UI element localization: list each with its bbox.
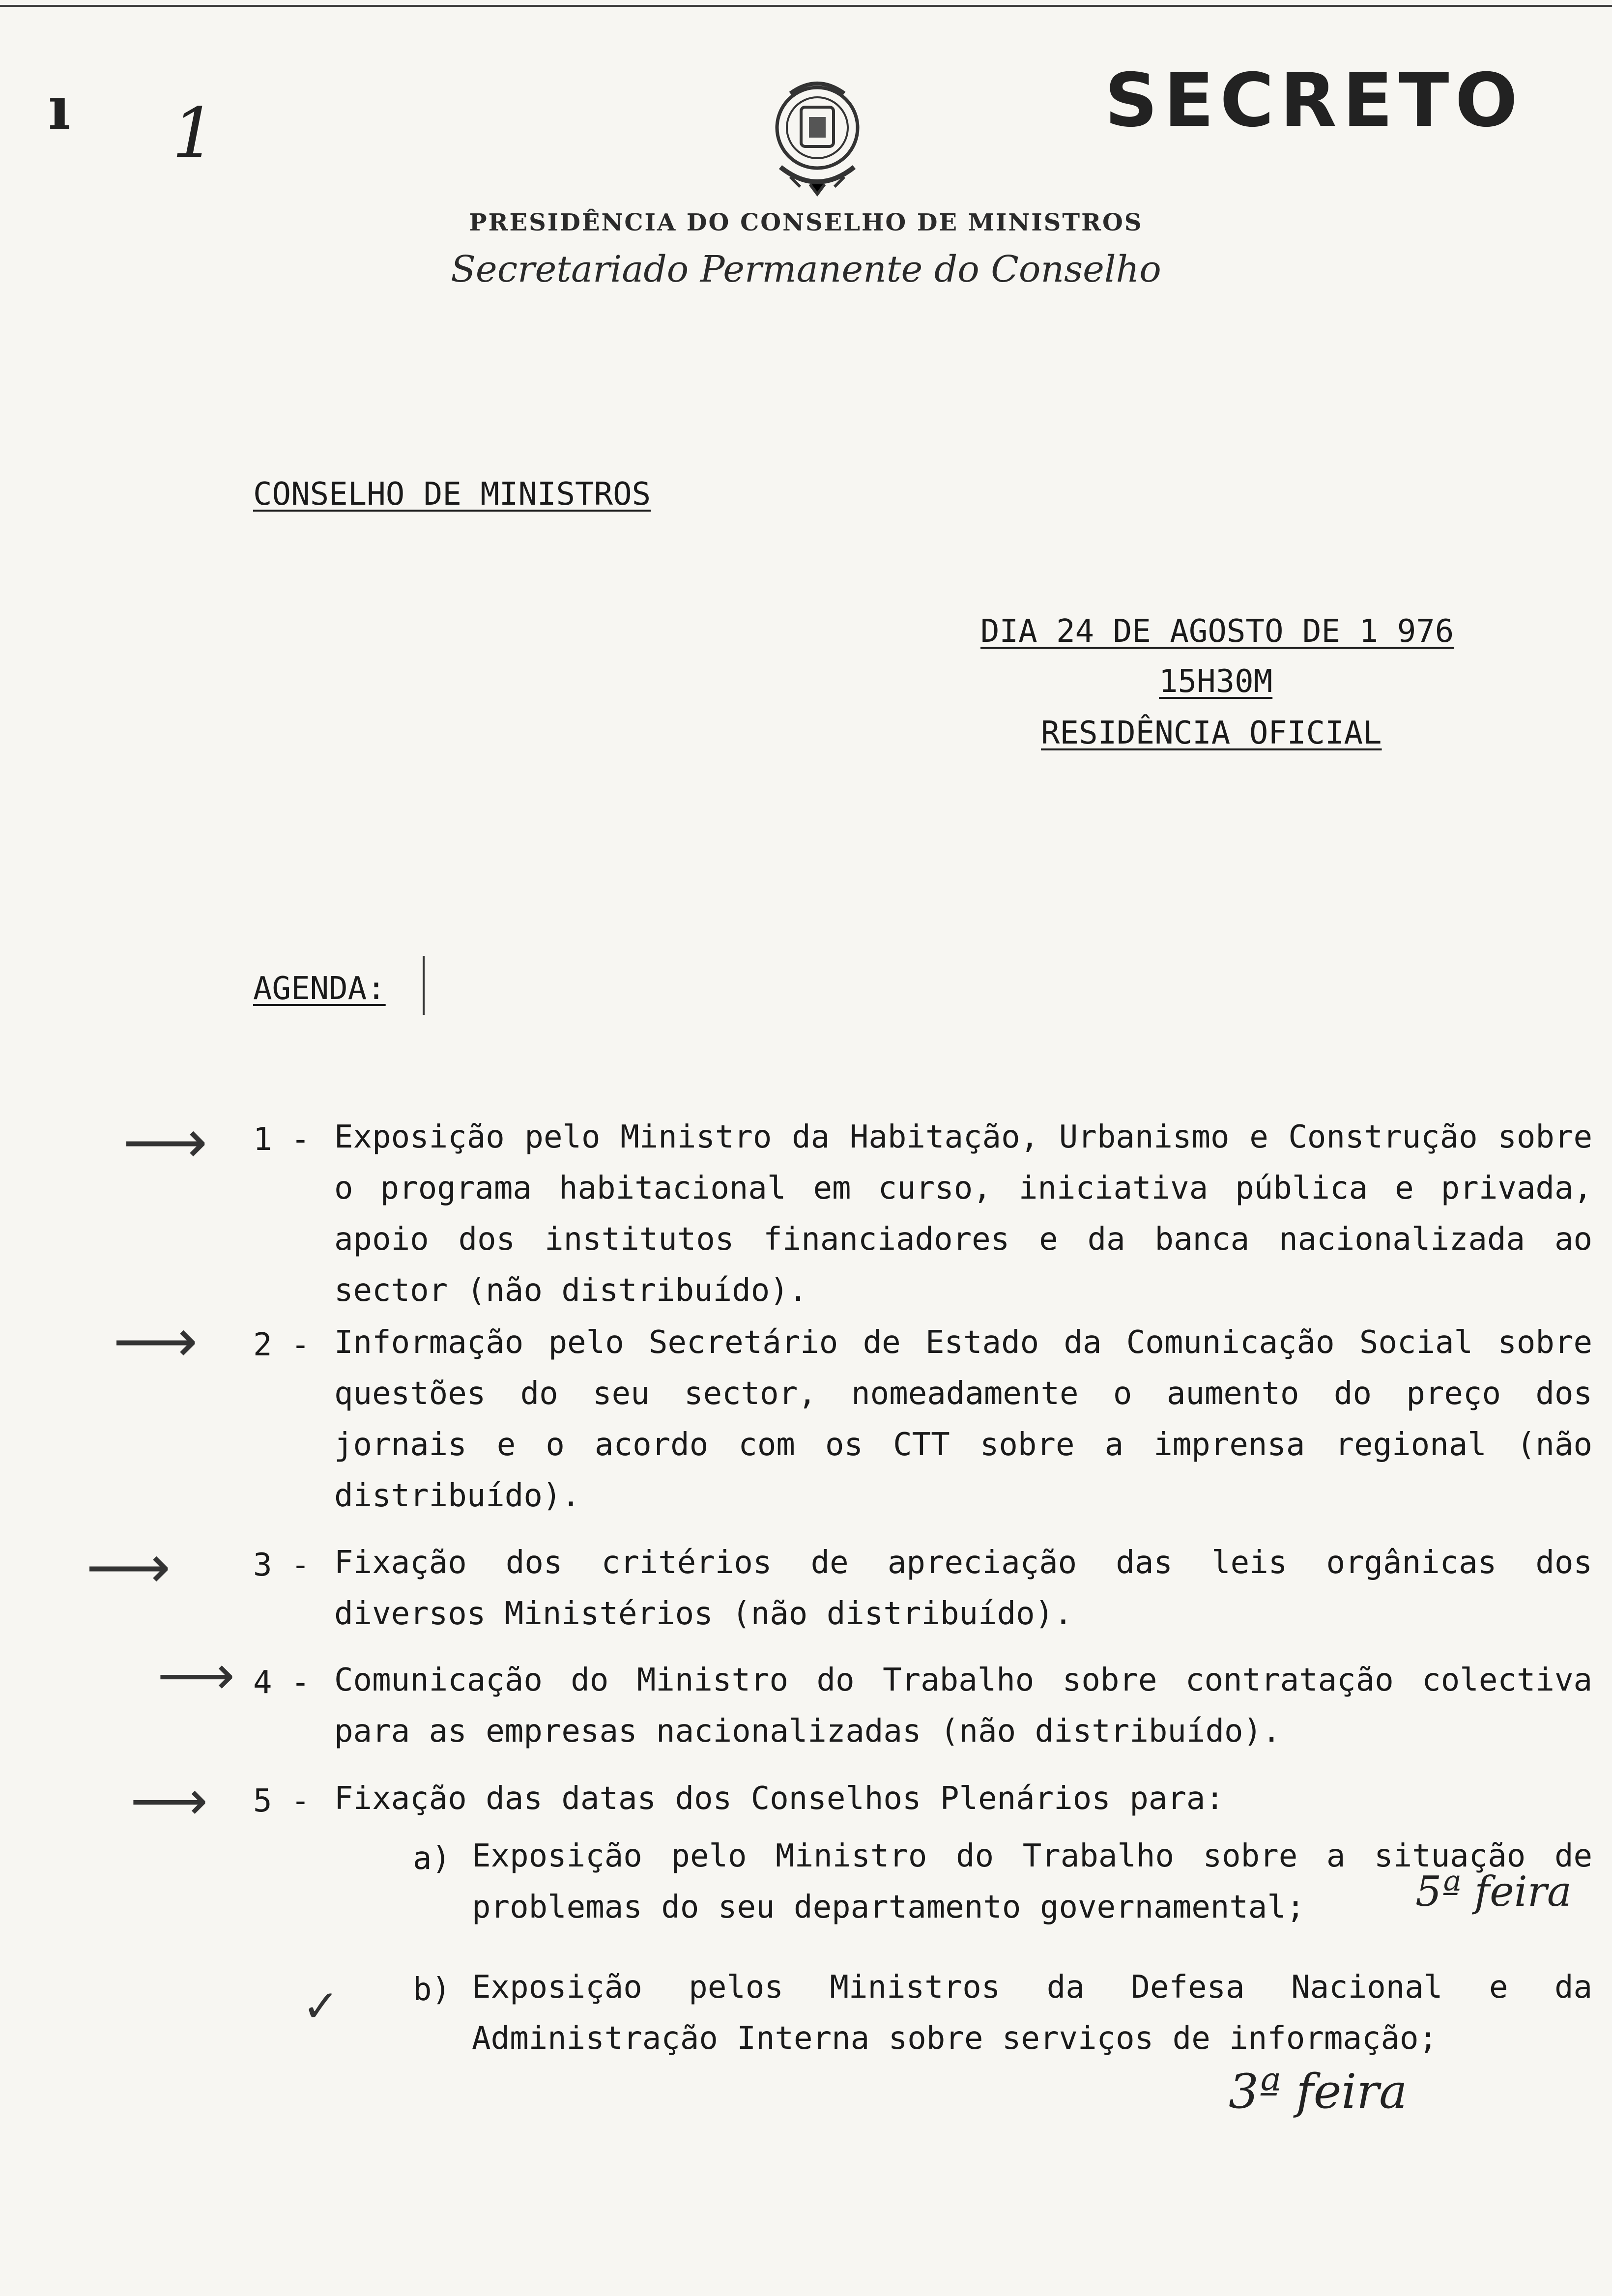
department-name: Secretariado Permanente do Conselho [451,248,1161,290]
agenda-item-number: 4 - [253,1665,310,1701]
handwritten-note: 5ª feira [1415,1867,1572,1916]
tick-mark: ✓ [302,1980,340,2032]
handwritten-page-number: 1 [172,93,216,173]
margin-bar [423,956,425,1015]
arrow-icon: ⟶ [130,1769,208,1832]
coat-of-arms-icon [761,74,874,201]
margin-mark: ı [48,74,71,143]
meeting-place: RESIDÊNCIA OFICIAL [1041,715,1382,751]
agenda-subitem-letter: a) [413,1840,451,1877]
agenda-item-text: Fixação dos critérios de apreciação das leis orgânicas dos diversos Ministérios (não distribuído). [334,1545,1592,1632]
agenda-item-number: 3 - [253,1547,310,1583]
agenda-item-text: Exposição pelo Ministro da Habitação, Urbanismo e Construção sobre o programa habitacional em curso, iniciativa pública e privada, apoio dos institutos financiadores e da banca nacionalizada ao sector (não distribuído). [334,1119,1592,1309]
arrow-icon: ⟶ [113,1307,198,1376]
meeting-time: 15H30M [1159,663,1273,700]
agenda-subitem-text: Exposição pelo Ministro do Trabalho sobre a situação de problemas do seu departamento governamental; [472,1838,1592,1925]
agenda-item-number: 5 - [253,1783,310,1819]
arrow-icon: ⟶ [157,1644,235,1707]
agenda-label: AGENDA: [253,971,386,1007]
top-rule [0,5,1612,7]
agenda-item-text: Fixação das datas dos Conselhos Plenários para: [334,1780,1224,1817]
meeting-body: CONSELHO DE MINISTROS [253,476,651,513]
meeting-date: DIA 24 DE AGOSTO DE 1 976 [980,613,1454,650]
agenda-item-number: 1 - [253,1121,310,1158]
handwritten-note: 3ª feira [1229,2064,1408,2119]
arrow-icon: ⟶ [86,1533,171,1602]
classification-stamp: SECRETO [1104,58,1524,144]
agenda-subitem-letter: b) [413,1972,451,2008]
agenda-item-number: 2 - [253,1327,310,1363]
institution-name: PRESIDÊNCIA DO CONSELHO DE MINISTROS [469,209,1143,236]
agenda-subitem-text: Exposição pelos Ministros da Defesa Nacional e da Administração Interna sobre serviços de informação; [472,1969,1592,2057]
agenda-item-text: Comunicação do Ministro do Trabalho sobre contratação colectiva para as empresas nacionalizadas (não distribuído). [334,1662,1592,1750]
agenda-item-text: Informação pelo Secretário de Estado da Comunicação Social sobre questões do seu sector, nomeadamente o aumento do preço dos jornais e o acordo com os CTT sobre a imprensa regional (não distribuído). [334,1324,1592,1514]
arrow-icon: ⟶ [123,1108,208,1177]
